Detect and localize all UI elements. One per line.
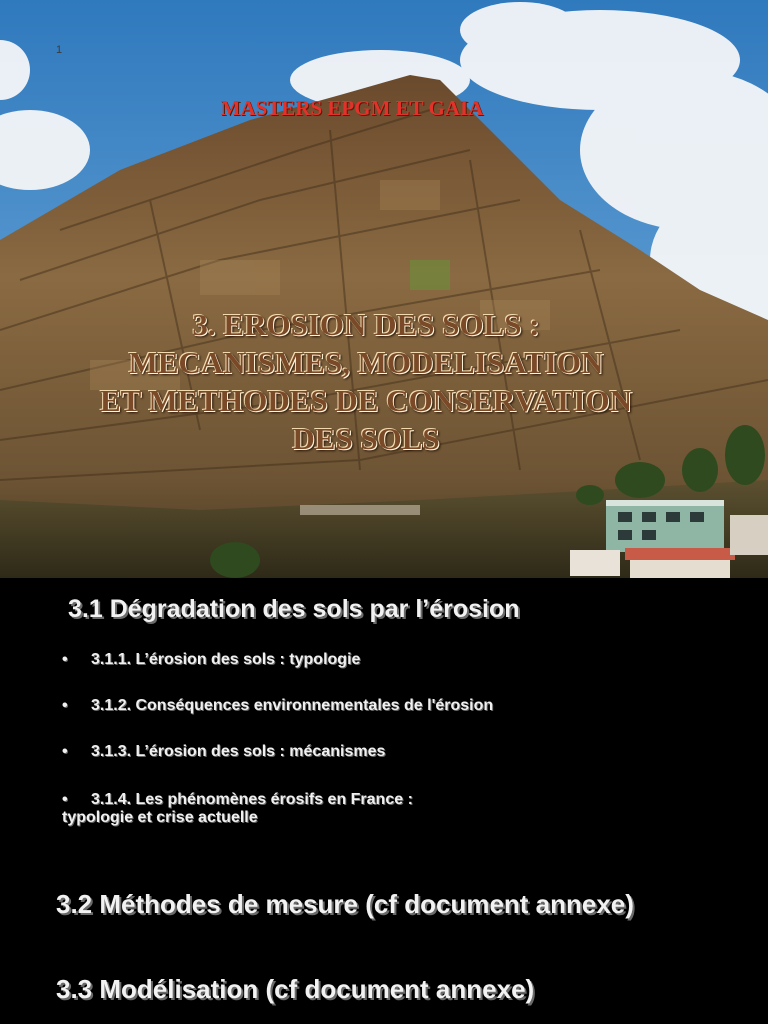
bullet-continuation: typologie et crise actuelle: [62, 809, 258, 826]
bullet-item: [62, 743, 385, 761]
title-line: MECANISMES, MODELISATION: [128, 345, 604, 380]
bullet-item: [62, 651, 360, 669]
bullet-text: 3.1.1. L’érosion des sols : typologie: [91, 651, 361, 668]
bullet-text: 3.1.3. L’érosion des sols : mécanismes: [91, 743, 386, 760]
title-line: ET METHODES DE CONSERVATION: [99, 383, 633, 418]
bullet-icon: •: [62, 743, 68, 760]
page-number: 1: [56, 44, 63, 56]
section-heading-3-2: 3.2 Méthodes de mesure (cf document annexe): [56, 889, 634, 919]
bullet-icon: •: [62, 791, 68, 808]
bullet-text: 3.1.4. Les phénomènes érosifs en France :: [91, 791, 413, 808]
bullet-icon: •: [62, 697, 68, 714]
bullet-item: [62, 791, 413, 827]
section-heading-3-3: 3.3 Modélisation (cf document annexe): [56, 974, 535, 1004]
masters-title: MASTERS EPGM ET GAIA: [220, 96, 484, 120]
bullet-text: 3.1.2. Conséquences environnementales de l'érosion: [91, 697, 494, 714]
title-line: DES SOLS: [292, 421, 440, 456]
bullet-icon: •: [62, 651, 68, 668]
section-heading-3-1: 3.1 Dégradation des sols par l’érosion: [68, 595, 520, 623]
title-line: 3. EROSION DES SOLS :: [192, 307, 540, 342]
main-title: [0, 306, 732, 458]
bullet-item: [62, 697, 493, 715]
